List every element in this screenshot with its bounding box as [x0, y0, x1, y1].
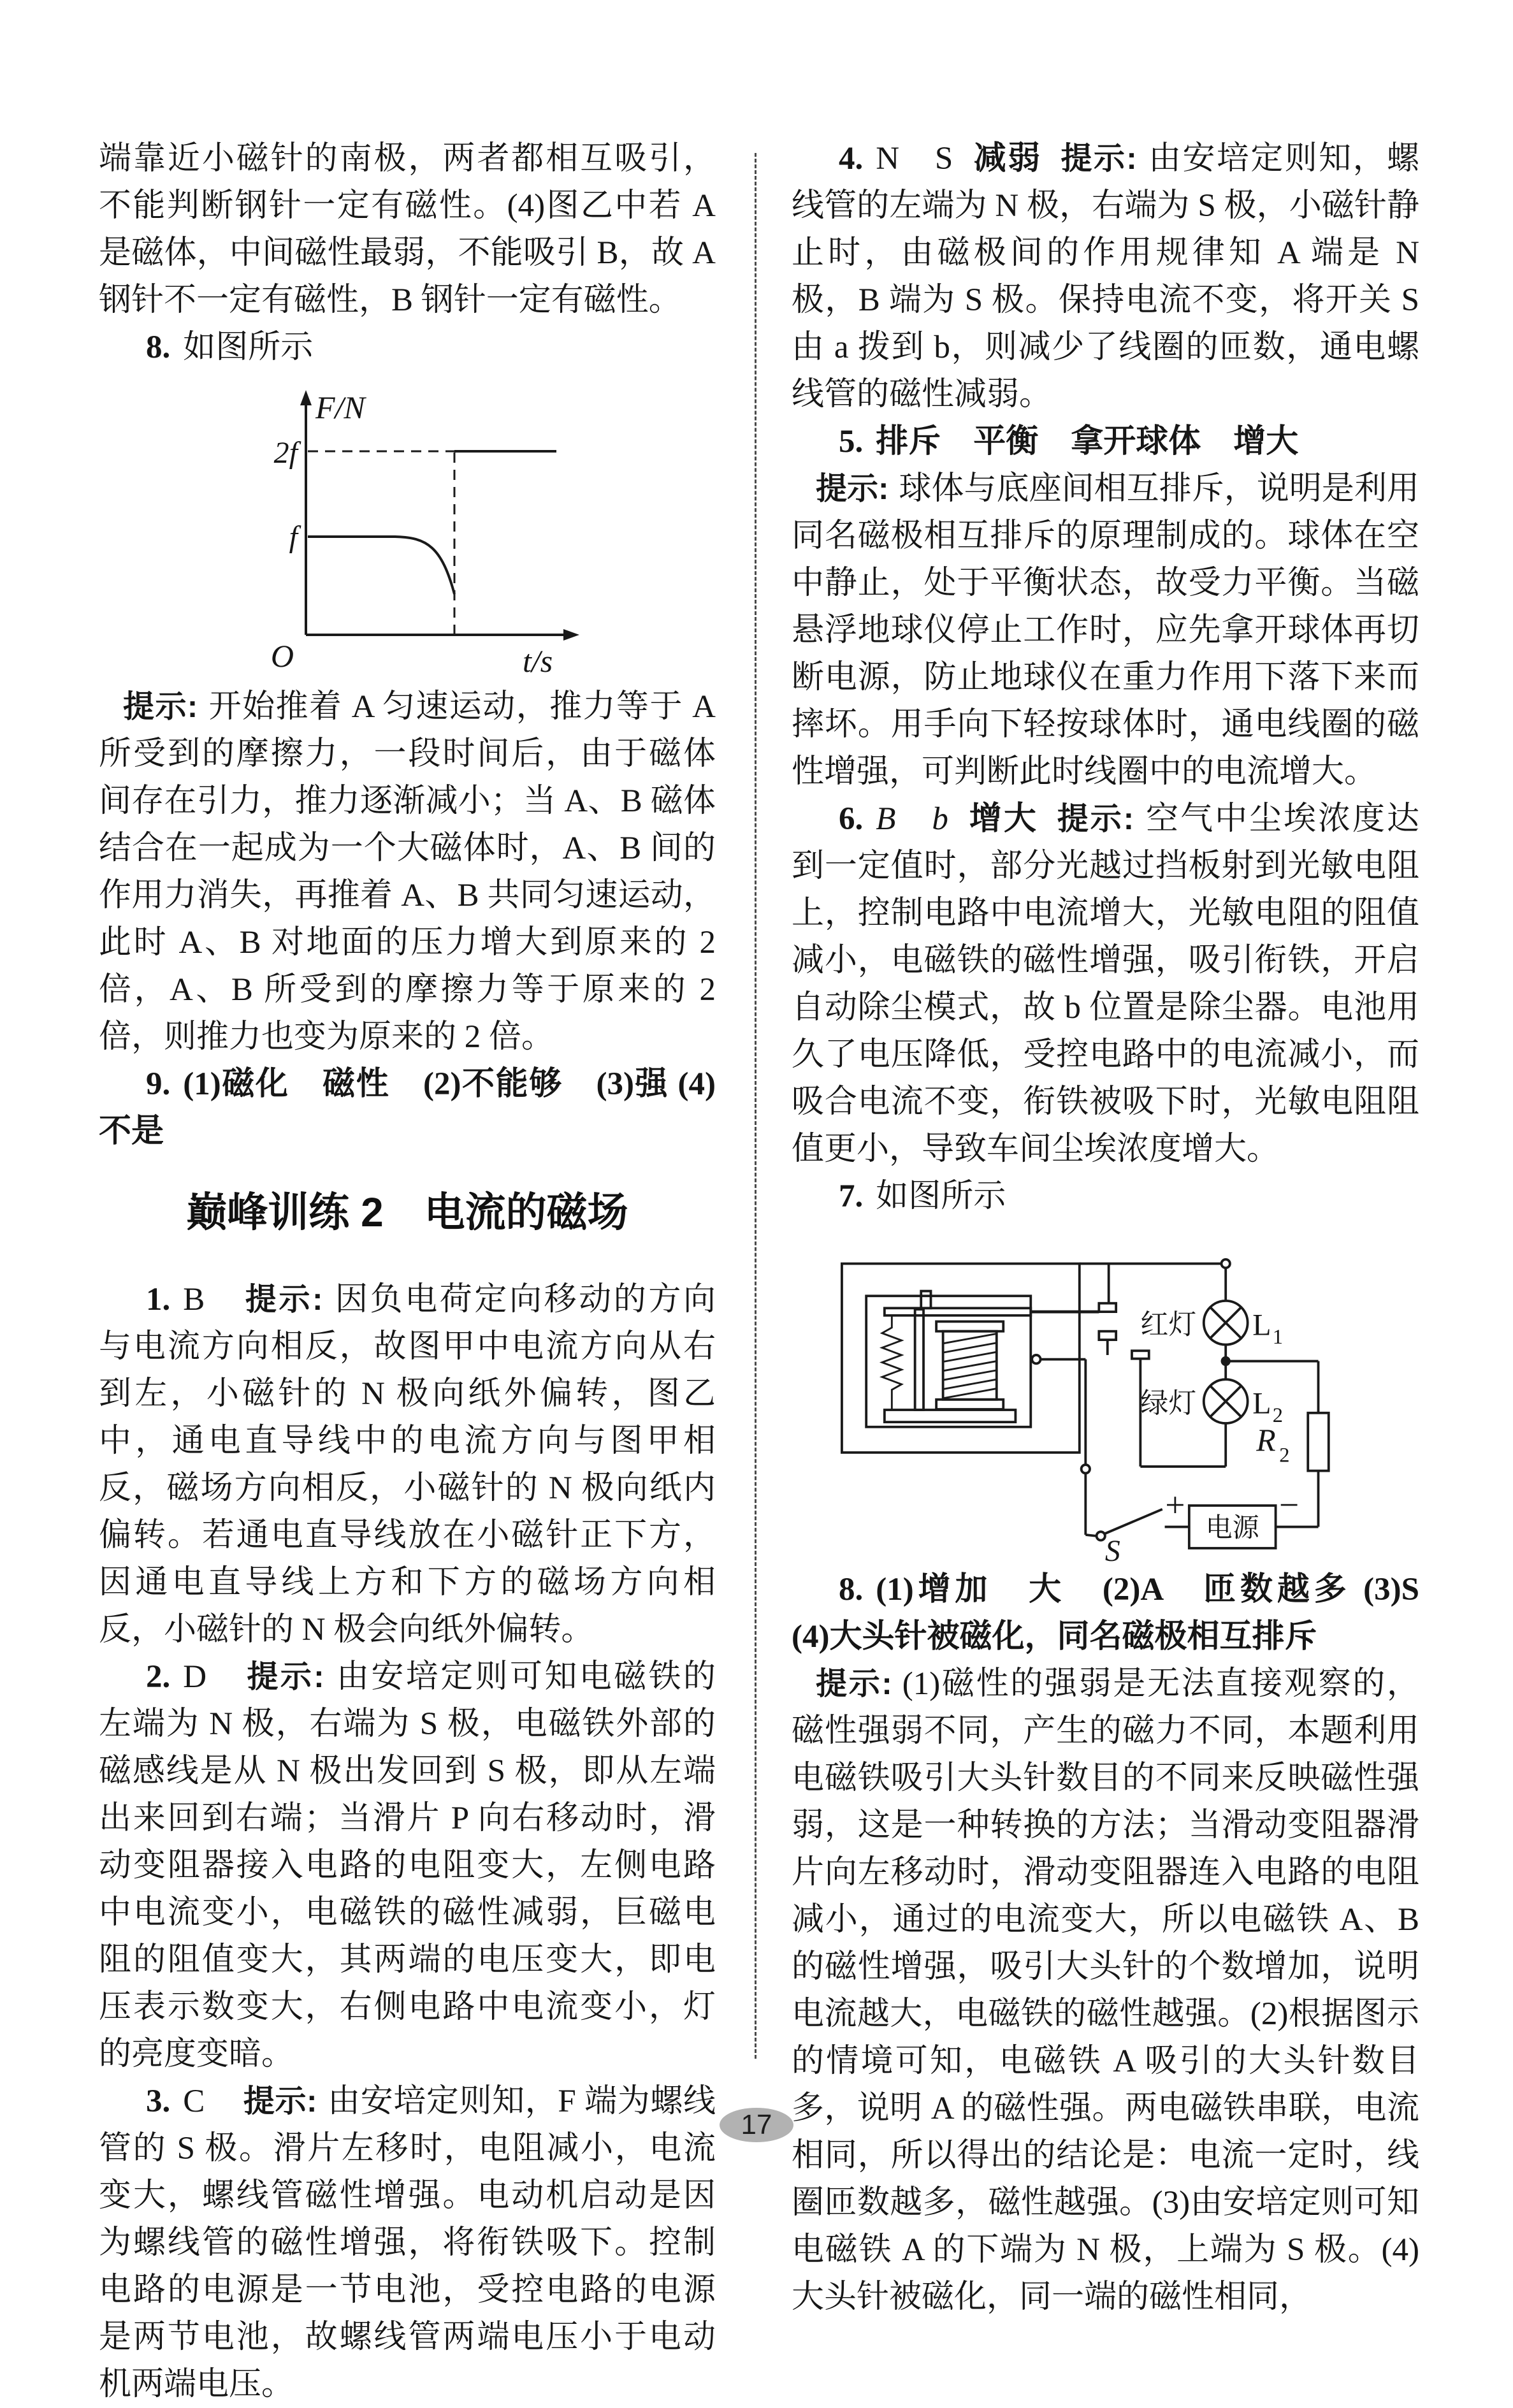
power-supply-label: 电源 — [1205, 1513, 1259, 1543]
hint-label: 提示: — [816, 1667, 892, 1701]
wire — [1085, 1535, 1096, 1536]
hint-text: 球体与底座间相互排斥，说明是利用同名磁极相互排斥的原理制成的。球体在空中静止，处于平衡状态，故受力平衡。当磁悬浮地球仪停止工作时，应先拿开球体再切断电源，防止地球仪在重力作用下落下来而摔坏。用手向下轻按球体时，通电线圈的磁性增强，可判断此时线圈中的电流增大。 — [792, 471, 1419, 790]
hint-text: 由安培定则可知电磁铁的左端为 N 极，右端为 S 极，电磁铁外部的磁感线是从 N 极出发回到 S 极，即从左端出来回到右端；当滑片 P 向右移动时，滑动变阻器接入电路的电阻变大，左侧电路中电流变小，电磁铁的磁性减弱，巨磁电阻的阻值变大，其两端的电压变大，即电压表示数变大，右侧电路中电流变小，灯的亮度变暗。 — [99, 1659, 716, 2072]
switch-blade — [1105, 1509, 1162, 1534]
hint-label: 提示: — [1057, 802, 1134, 836]
force-curve — [308, 537, 454, 594]
answer-choice: B — [183, 1282, 205, 1317]
switch-label: S — [1104, 1534, 1120, 1562]
answer-item-2 — [99, 1653, 716, 2078]
green-branch-contact — [1132, 1351, 1149, 1358]
answer-text: 增大 — [967, 801, 1038, 837]
lamp2-letter: L — [1252, 1386, 1271, 1421]
question-number: 6. — [839, 801, 864, 837]
y-axis-arrow — [300, 390, 312, 405]
green-lamp-label: 绿灯 — [1140, 1387, 1197, 1419]
terminal — [1082, 1465, 1090, 1473]
column-divider — [755, 153, 756, 2059]
x-axis-arrow — [563, 629, 579, 641]
hint-label: 提示: — [816, 472, 889, 506]
question-number: 3. — [146, 2084, 171, 2119]
origin-label: O — [270, 638, 294, 674]
coil-bottom-flange — [936, 1400, 1003, 1409]
coil-terminal — [1032, 1355, 1040, 1363]
tick-f: f — [289, 520, 298, 554]
hint-paragraph-q8-right — [792, 1660, 1419, 2321]
answer-variables: B b — [876, 801, 948, 837]
question-number: 1. — [146, 1282, 171, 1317]
page-number-badge — [720, 2108, 793, 2142]
answer-item-5 — [792, 418, 1419, 465]
relay-armature — [885, 1308, 1031, 1315]
relay-circuit-diagram — [823, 1230, 1384, 1562]
relay-base — [885, 1410, 1016, 1422]
answer-text: 排斥 平衡 拿开球体 增大 — [876, 424, 1299, 460]
junction-dot — [1221, 1356, 1231, 1366]
paragraph-continuation — [99, 135, 716, 324]
resistor-letter: R — [1256, 1423, 1276, 1458]
terminal — [1222, 1259, 1230, 1268]
lamp1-subscript: 1 — [1272, 1325, 1284, 1349]
lamp1-letter: L — [1252, 1308, 1271, 1342]
moving-contact — [1099, 1303, 1116, 1312]
resistor-subscript: 2 — [1279, 1444, 1290, 1467]
coil-top-flange — [936, 1321, 1003, 1331]
relay-core — [915, 1309, 923, 1410]
answer-text: (1)磁化 磁性 (2)不能够 (3)强 (4)不是 — [99, 1066, 716, 1149]
answer-item-9 — [99, 1061, 716, 1155]
left-column — [99, 135, 716, 2408]
hint-label: 提示: — [243, 1282, 323, 1317]
tick-2f: 2f — [273, 436, 298, 470]
question-number: 5. — [839, 424, 864, 460]
hint-text: 由安培定则知，螺线管的左端为 N 极，右端为 S 极，小磁针静止时，由磁极间的作用规律知 A 端是 N 极，B 端为 S 极。保持电流不变，将开关 S 由 a 拨到 b，则减少了线圈的匝数，通电螺线管的磁性减弱。 — [792, 141, 1419, 412]
answer-letters: N S — [876, 141, 953, 177]
question-number: 4. — [839, 141, 864, 177]
answer-text: 如图所示 — [183, 330, 314, 365]
y-axis-label: F/N — [315, 389, 365, 425]
hint-text: 由安培定则知，F 端为螺线管的 S 极。滑片左移时，电阻减小，电流变大，螺线管磁性增强。电动机启动是因为螺线管的磁性增强，将衔铁吸下。控制电路的电源是一节电池，受控电路的电源是两节电池，故螺线管两端电压小于电动机两端电压。 — [99, 2084, 716, 2402]
plus-sign: + — [1165, 1485, 1185, 1525]
question-number: 2. — [146, 1659, 171, 1695]
lamp2-subscript: 2 — [1272, 1404, 1284, 1428]
hint-paragraph-q8-left — [99, 683, 716, 1061]
relay-spring — [882, 1316, 902, 1410]
answer-item-4 — [792, 135, 1419, 418]
x-axis-label: t/s — [523, 643, 553, 679]
question-number: 7. — [839, 1179, 864, 1214]
hint-label: 提示: — [245, 1660, 324, 1694]
minus-sign: − — [1278, 1485, 1299, 1525]
hint-paragraph-q5 — [792, 465, 1419, 795]
hint-label: 提示: — [243, 2084, 317, 2119]
answer-choice: D — [183, 1659, 207, 1695]
answer-item-3 — [99, 2078, 716, 2408]
hint-text: (1)磁性的强弱是无法直接观察的，磁性强弱不同，产生的磁力不同，本题利用电磁铁吸引大头针数目的不同来反映磁性强弱，这是一种转换的方法；当滑动变阻器滑片向左移动时，滑动变阻器连入电路的电阻减小，通过的电流变大，所以电磁铁 A、B 的磁性增强，吸引大头针的个数增加，说明电流越大，电磁铁的磁性越强。(2)根据图示的情境可知，电磁铁 A 吸引的大头针数目多，说明 A 的磁性强。两电磁铁串联，电流相同，所以得出的结论是：电流一定时，线圈匝数越多，磁性越强。(3)由安培定则可知电磁铁 A 的下端为 N 极，上端为 S 极。(4)大头针被磁化，同一端的磁性相同， — [792, 1666, 1419, 2315]
force-time-graph — [252, 380, 609, 679]
hint-text: 因负电荷定向移动的方向与电流方向相反，故图甲中电流方向从右到左，小磁针的 N 极向纸外偏转，图乙中，通电直导线中的电流方向与图甲相反，磁场方向相反，小磁针的 N 极向纸内偏转。若通电直导线放在小磁针正下方，因通电直导线上方和下方的磁场方向相反，小磁针的 N 极会向纸外偏转。 — [99, 1282, 716, 1648]
answer-item-6 — [792, 795, 1419, 1173]
red-lamp-label: 红灯 — [1140, 1309, 1197, 1340]
armature-tab — [921, 1291, 930, 1309]
answer-choice: C — [183, 2084, 205, 2119]
question-number: 9. — [146, 1066, 171, 1102]
right-column — [792, 135, 1452, 2321]
page-number: 17 — [741, 2109, 772, 2140]
answer-item-7 — [792, 1173, 1419, 1220]
paragraph-continuation-text: 端靠近小磁针的南极，两者都相互吸引，不能判断钢针一定有磁性。(4)图乙中若 A 是磁体，中间磁性最弱，不能吸引 B，故 A 钢针不一定有磁性，B 钢针一定有磁性。 — [99, 141, 716, 318]
answer-item-8-right — [792, 1566, 1452, 1660]
hint-text: 空气中尘埃浓度达到一定值时，部分光越过挡板射到光敏电阻上，控制电路中电流增大，光敏电阻的阻值减小，电磁铁的磁性增强，吸引衔铁，开启自动除尘模式，故 b 位置是除尘器。电池用久了电压降低，受控电路中的电流减小，而吸合电流不变，衔铁被吸下时，光敏电阻阻值更小，导致车间尘埃浓度增大。 — [792, 801, 1419, 1167]
hint-label: 提示: — [1061, 141, 1137, 176]
answer-item-8-left — [99, 324, 716, 371]
answer-item-1 — [99, 1276, 716, 1653]
question-number: 8. — [839, 1572, 864, 1607]
answer-text: 如图所示 — [876, 1179, 1006, 1214]
question-number: 8. — [146, 330, 171, 365]
answer-text: 减弱 — [972, 141, 1042, 177]
section-heading: 巅峰训练 2 电流的磁场 — [186, 1189, 628, 1235]
fixed-contact — [1099, 1331, 1116, 1340]
resistor-R2 — [1308, 1413, 1329, 1471]
hint-label: 提示: — [123, 690, 198, 724]
hint-text: 开始推着 A 匀速运动，推力等于 A 所受到的摩擦力，一段时间后，由于磁体间存在引力，推力逐渐减小；当 A、B 磁体结合在一起成为一个大磁体时，A、B 间的作用力消失，再推着 A、B 共同匀速运动，此时 A、B 对地面的压力增大到原来的 2 倍，A、B 所受到的摩擦力等于原来的 2 倍，则推力也变为原来的 2 倍。 — [99, 689, 716, 1055]
switch-pivot — [1097, 1532, 1105, 1540]
coil-winding — [943, 1334, 997, 1398]
answer-text: (1)增加 大 (2)A 匝数越多 (3)S (4)大头针被磁化，同名磁极相互排斥 — [792, 1572, 1452, 1655]
